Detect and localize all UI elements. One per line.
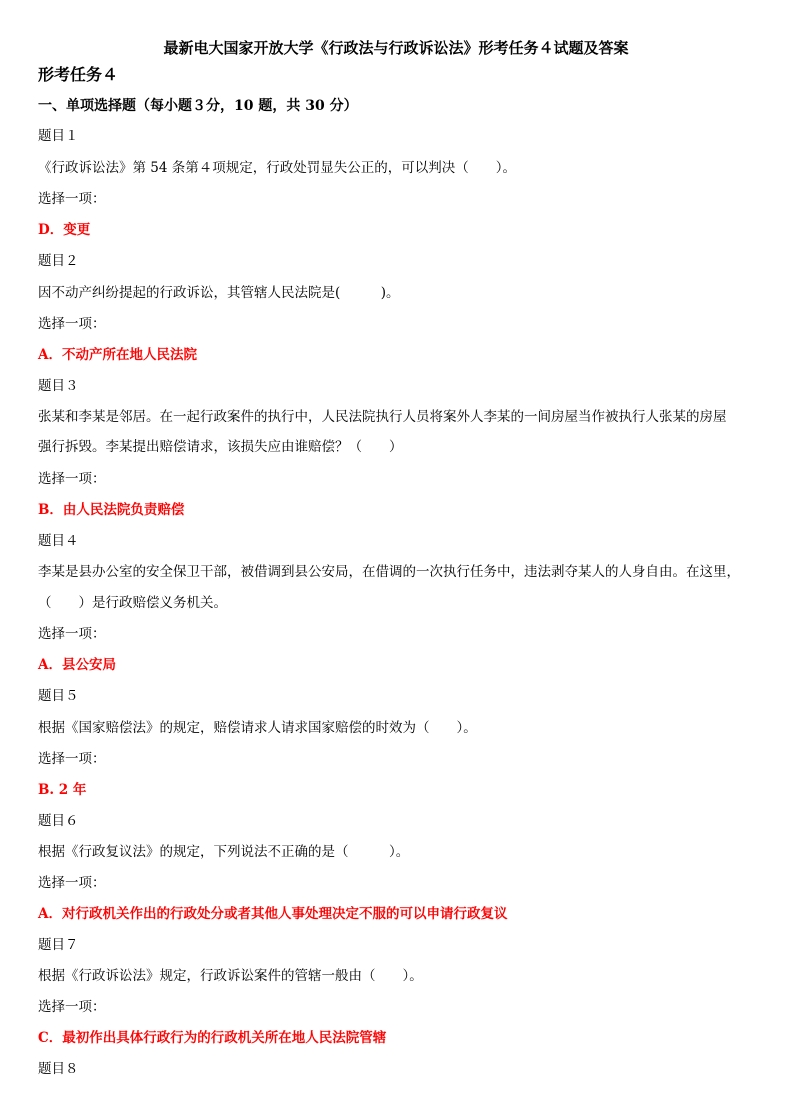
choose-label: 选择一项： bbox=[38, 471, 106, 487]
question-label: 题目２ bbox=[38, 253, 79, 269]
answer-text: C．最初作出具体行政行为的行政机关所在地人民法院管辖 bbox=[38, 1030, 387, 1046]
choose-label: 选择一项： bbox=[38, 751, 106, 767]
answer-text: B．由人民法院负责赔偿 bbox=[38, 502, 185, 518]
choose-label: 选择一项： bbox=[38, 316, 106, 332]
choose-label: 选择一项： bbox=[38, 999, 106, 1015]
question-text: （ ）是行政赔偿义务机关。 bbox=[38, 595, 227, 611]
question-label: 题目４ bbox=[38, 533, 79, 549]
section-heading: 一、单项选择题（每小题３分，10 题，共 30 分） bbox=[38, 98, 358, 114]
question-label: 题目８ bbox=[38, 1061, 79, 1077]
question-text: 李某是县办公室的安全保卫干部，被借调到县公安局，在借调的一次执行任务中，违法剥夺某人的人身自由。在这里， bbox=[38, 564, 740, 580]
answer-text: A．对行政机关作出的行政处分或者其他人事处理决定不服的可以申请行政复议 bbox=[38, 906, 508, 922]
choose-label: 选择一项： bbox=[38, 191, 106, 207]
document-title: 最新电大国家开放大学《行政法与行政诉讼法》形考任务４试题及答案 bbox=[163, 39, 629, 57]
question-text: 根据《行政诉讼法》规定，行政诉讼案件的管辖一般由（ ）。 bbox=[38, 968, 423, 984]
answer-text: D．变更 bbox=[38, 222, 91, 238]
question-label: 题目７ bbox=[38, 937, 79, 953]
question-text: 张某和李某是邻居。在一起行政案件的执行中，人民法院执行人员将案外人李某的一间房屋当作被执行人张某的房屋 bbox=[38, 409, 727, 425]
question-text: 《行政诉讼法》第 54 条第４项规定，行政处罚显失公正的，可以判决（ ）。 bbox=[38, 160, 517, 176]
answer-text: A．不动产所在地人民法院 bbox=[38, 347, 197, 363]
question-label: 题目３ bbox=[38, 378, 79, 394]
question-text: 根据《行政复议法》的规定，下列说法不正确的是（ ）。 bbox=[38, 844, 410, 860]
task-heading: 形考任务４ bbox=[38, 65, 119, 84]
question-label: 题目６ bbox=[38, 813, 79, 829]
question-label: 题目５ bbox=[38, 688, 79, 704]
choose-label: 选择一项： bbox=[38, 875, 106, 891]
question-label: 题目１ bbox=[38, 128, 79, 144]
answer-text: B. 2 年 bbox=[38, 782, 87, 798]
answer-text: A．县公安局 bbox=[38, 657, 116, 673]
question-text: 强行拆毁。李某提出赔偿请求，该损失应由谁赔偿？（ ） bbox=[38, 439, 403, 455]
question-text: 因不动产纠纷提起的行政诉讼，其管辖人民法院是( )。 bbox=[38, 285, 400, 301]
question-text: 根据《国家赔偿法》的规定，赔偿请求人请求国家赔偿的时效为（ ）。 bbox=[38, 720, 477, 736]
choose-label: 选择一项： bbox=[38, 626, 106, 642]
